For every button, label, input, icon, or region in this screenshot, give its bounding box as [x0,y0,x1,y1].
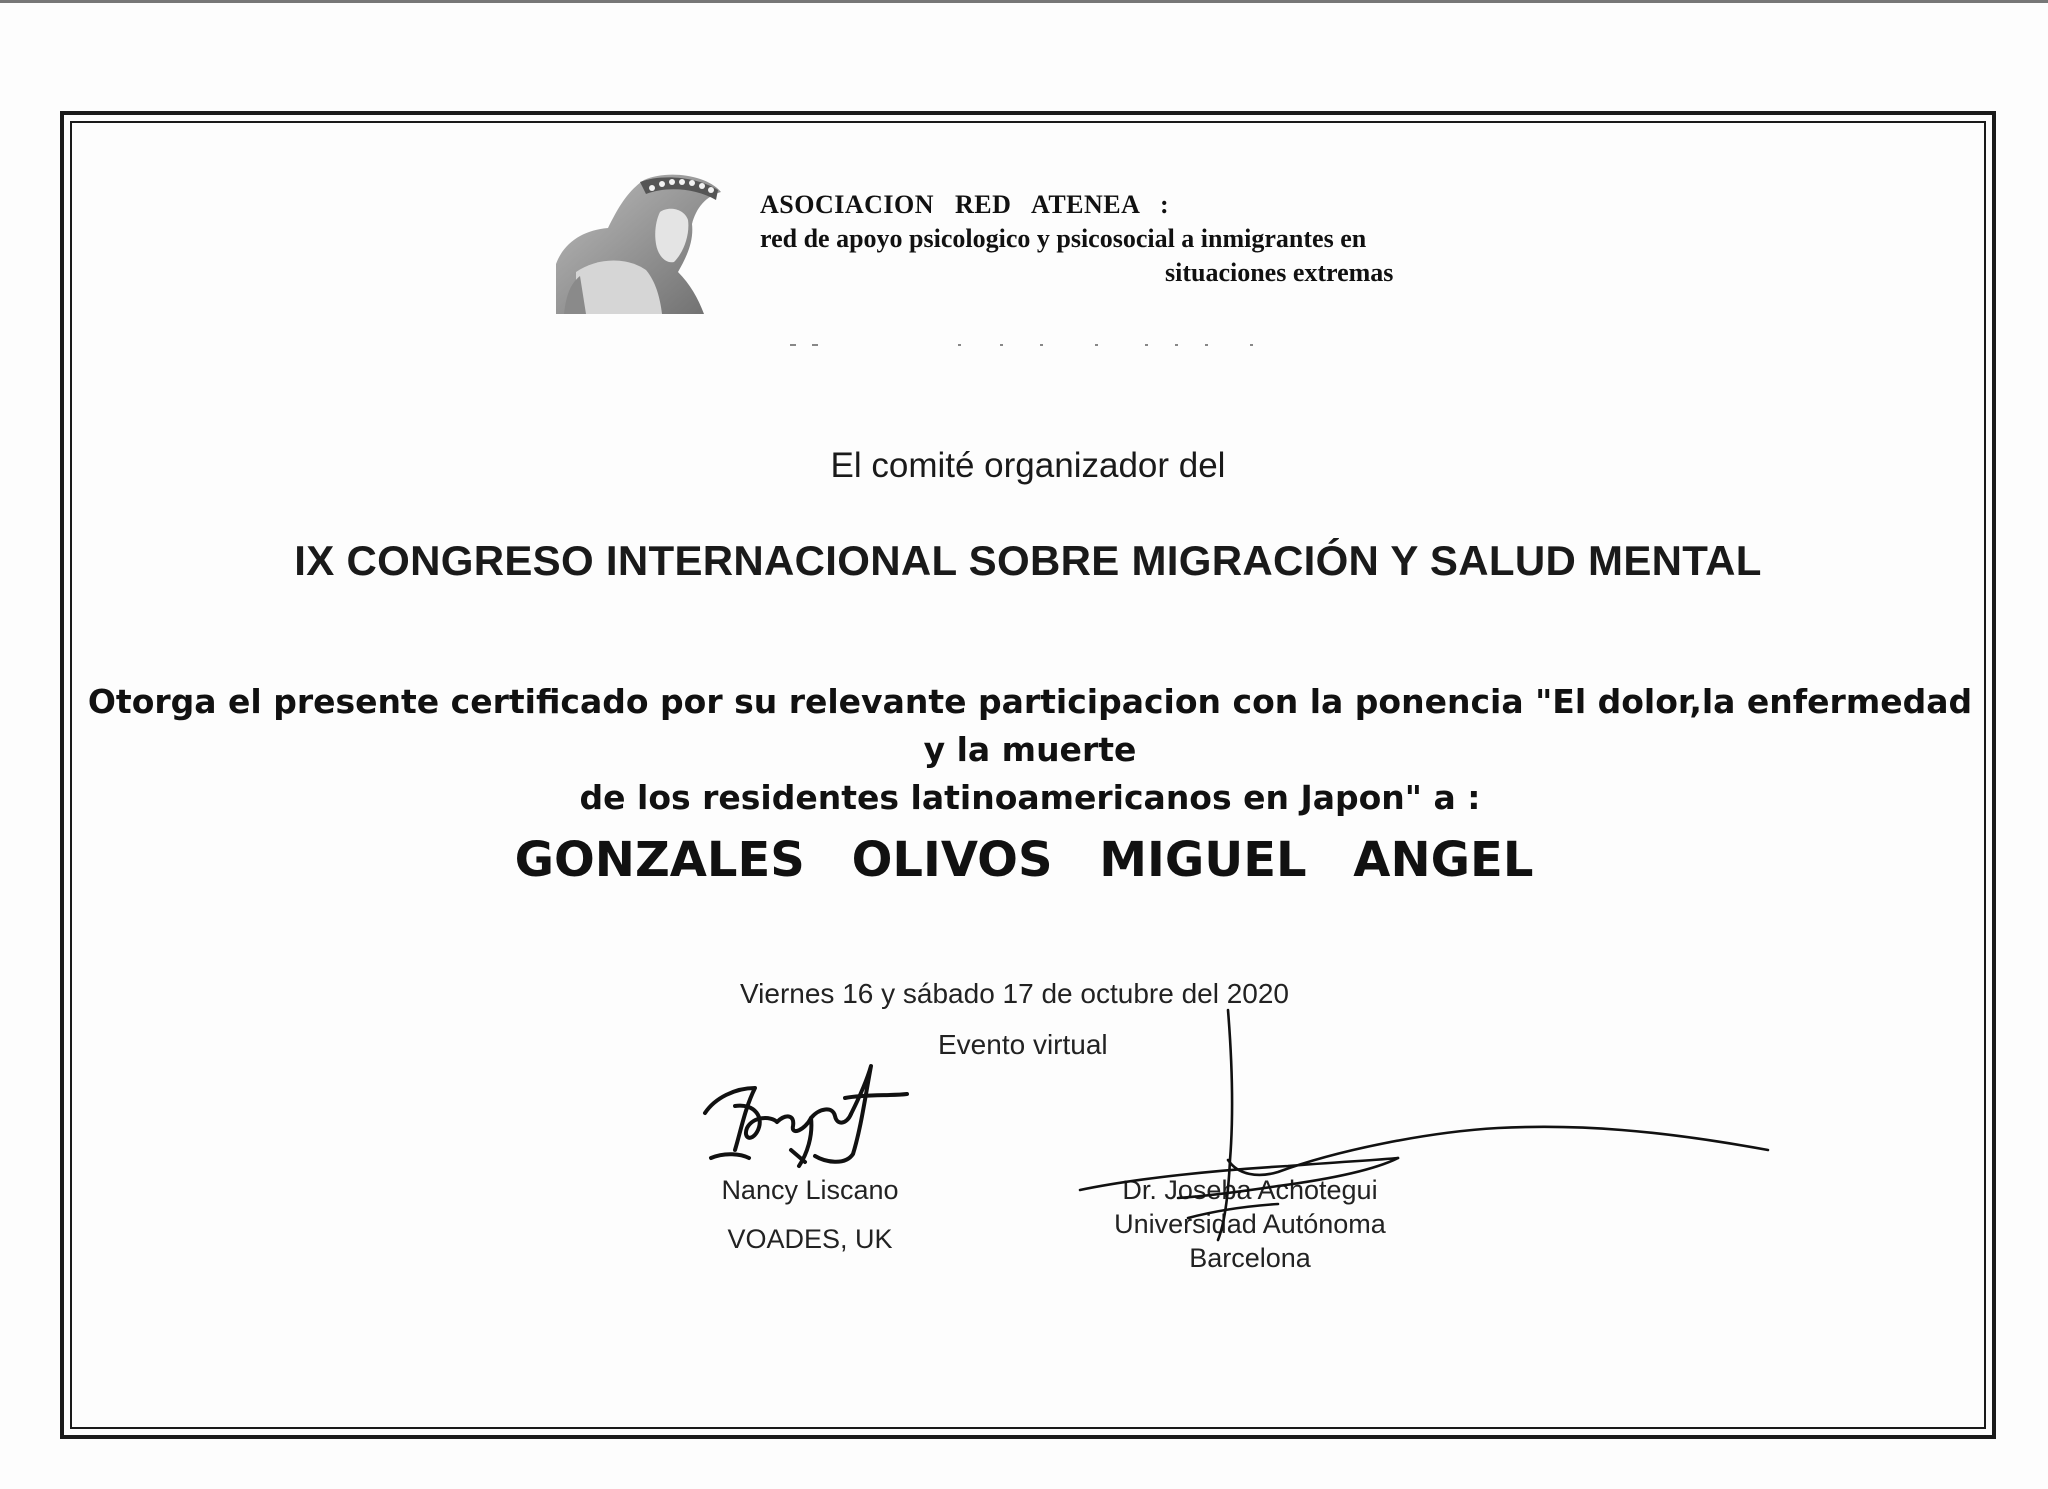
association-description-line1: red de apoyo psicologico y psicosocial a inmigrantes en [760,224,1367,253]
committee-line: El comité organizador del [830,446,1226,485]
signatory-left [690,1173,930,1256]
signatory-right-org: Universidad Autónoma [1114,1209,1386,1239]
signatory-left-org: VOADES, UK [727,1224,893,1254]
scan-top-edge [0,0,2048,3]
event-mode: Evento virtual [938,1029,1108,1060]
association-description-line2: situaciones extremas [1165,258,1394,287]
congress-title: IX CONGRESO INTERNACIONAL SOBRE MIGRACIÓN Y SALUD MENTAL [294,537,1762,584]
recipient-name: GONZALES OLIVOS MIGUEL ANGEL [514,832,1534,888]
athena-bust-logo [556,172,726,314]
signatory-right [1090,1173,1410,1275]
award-line-2: de los residentes latinoamericanos en Japon" a : [579,778,1481,817]
event-dates: Viernes 16 y sábado 17 de octubre del 2020 [740,978,1290,1009]
association-header [760,190,1393,288]
signatory-left-name: Nancy Liscano [721,1175,899,1205]
signatory-right-name: Dr. Joseba Achotegui [1122,1175,1378,1205]
scan-dots [790,343,1330,347]
association-name: ASOCIACION RED ATENEA : [760,190,1170,219]
award-line-1: Otorga el presente certificado por su relevante participacion con la ponencia "El dolor,la enfermedad y la muerte [87,682,1973,769]
award-statement [80,678,1980,822]
signatory-right-city: Barcelona [1189,1243,1311,1273]
